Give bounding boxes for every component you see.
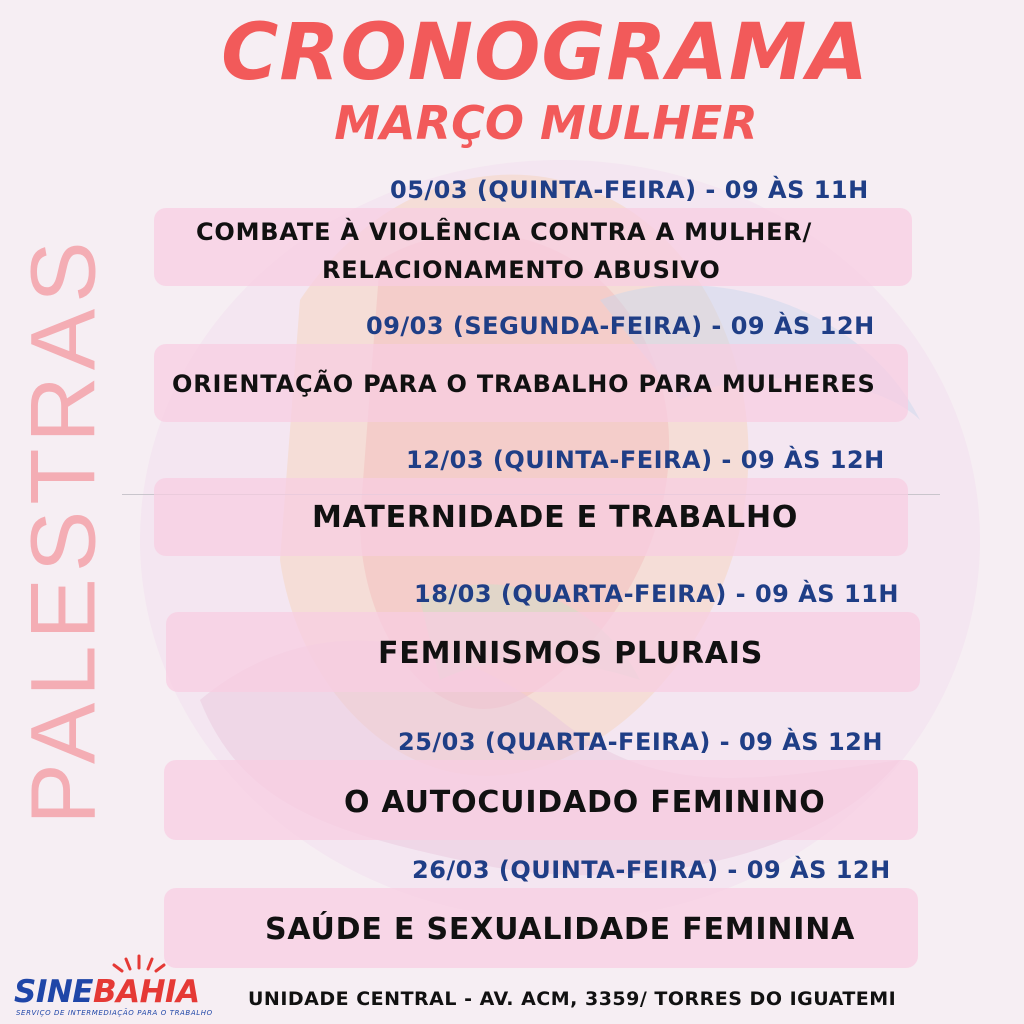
side-label: PALESTRAS — [12, 235, 115, 825]
event-topic: MATERNIDADE E TRABALHO — [312, 500, 799, 535]
page-subtitle: MARÇO MULHER — [334, 96, 758, 150]
event-date: 05/03 (QUINTA-FEIRA) - 09 ÀS 11H — [390, 176, 869, 204]
page-title: CRONOGRAMA — [221, 8, 869, 98]
event-topic: ORIENTAÇÃO PARA O TRABALHO PARA MULHERES — [172, 370, 876, 398]
logo-part-bahia: BAHIA — [92, 974, 200, 1010]
logo-wordmark — [14, 974, 200, 1010]
event-date: 26/03 (QUINTA-FEIRA) - 09 ÀS 12H — [412, 856, 891, 884]
footer-address: UNIDADE CENTRAL - AV. ACM, 3359/ TORRES DO IGUATEMI — [248, 988, 897, 1010]
sinebahia-logo — [14, 952, 229, 1022]
event-date: 25/03 (QUARTA-FEIRA) - 09 ÀS 12H — [398, 728, 883, 756]
sun-rays-icon — [94, 952, 184, 974]
event-topic: FEMINISMOS PLURAIS — [378, 636, 764, 671]
event-date: 18/03 (QUARTA-FEIRA) - 09 ÀS 11H — [414, 580, 899, 608]
event-topic: RELACIONAMENTO ABUSIVO — [322, 256, 721, 284]
logo-tagline: SERVIÇO DE INTERMEDIAÇÃO PARA O TRABALHO — [16, 1009, 213, 1017]
event-topic: COMBATE À VIOLÊNCIA CONTRA A MULHER/ — [196, 218, 813, 246]
event-topic: SAÚDE E SEXUALIDADE FEMININA — [265, 912, 856, 947]
event-date: 12/03 (QUINTA-FEIRA) - 09 ÀS 12H — [406, 446, 885, 474]
event-date: 09/03 (SEGUNDA-FEIRA) - 09 ÀS 12H — [366, 312, 875, 340]
event-topic: O AUTOCUIDADO FEMININO — [344, 785, 826, 820]
logo-part-sine: SINE — [14, 974, 93, 1010]
